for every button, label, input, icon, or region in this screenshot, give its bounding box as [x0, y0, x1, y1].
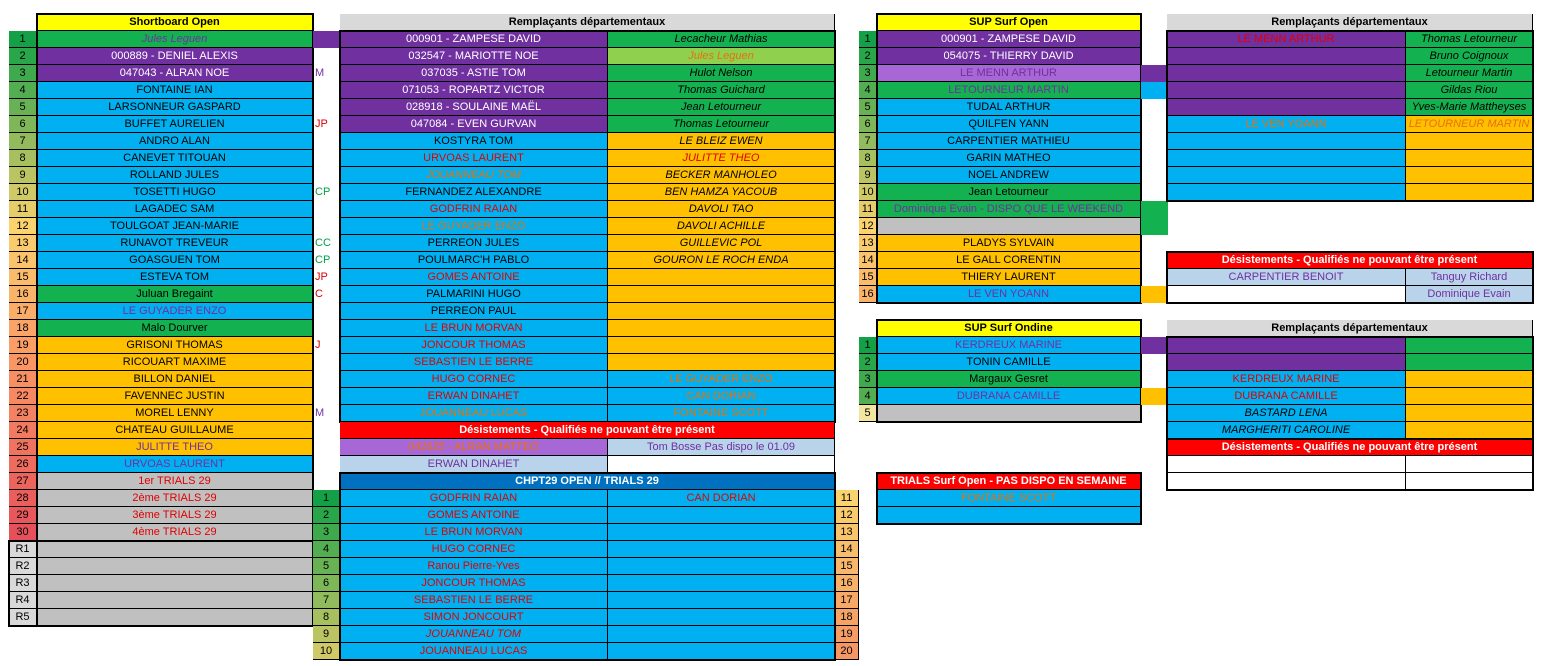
- replacement-cell[interactable]: DUBRANA CAMILLE: [1167, 388, 1406, 405]
- replacement-cell-2[interactable]: Thomas Guichard: [608, 82, 835, 99]
- table-header[interactable]: Désistements - Qualifiés ne pouvant être présent: [1167, 439, 1533, 456]
- shortboard-cell[interactable]: Malo Dourver: [37, 320, 313, 337]
- sup-cell[interactable]: PLADYS SYLVAIN: [877, 235, 1141, 252]
- table-header[interactable]: SUP Surf Ondine: [877, 320, 1141, 337]
- row-number: 26: [9, 456, 37, 473]
- shortboard-cell[interactable]: [37, 592, 313, 609]
- chpt-cell-2[interactable]: [608, 592, 835, 609]
- withdrawal-cell[interactable]: CARPENTIER BENOIT: [1167, 269, 1406, 286]
- row-number: 5: [859, 99, 877, 116]
- row-number: 23: [9, 405, 37, 422]
- row-number: 4: [859, 388, 877, 405]
- row-number: 4: [9, 82, 37, 99]
- replacement-cell[interactable]: KERDREUX MARINE: [1167, 371, 1406, 388]
- chpt-row-number: 2: [313, 507, 340, 524]
- connector-strip: [1141, 201, 1168, 218]
- replacement-cell[interactable]: MARGHERITI CAROLINE: [1167, 422, 1406, 439]
- marker-label: CP: [315, 254, 331, 266]
- table-header[interactable]: Désistements - Qualifiés ne pouvant être présent: [340, 422, 835, 439]
- replacement-cell-2[interactable]: DAVOLI TAO: [608, 201, 835, 218]
- replacement-cell-2[interactable]: GOURON LE ROCH ENDA: [608, 252, 835, 269]
- chpt-cell-2[interactable]: [608, 558, 835, 575]
- shortboard-cell[interactable]: TOULGOAT JEAN-MARIE: [37, 218, 313, 235]
- shortboard-cell[interactable]: LARSONNEUR GASPARD: [37, 99, 313, 116]
- sup-cell[interactable]: 000901 - ZAMPESE DAVID: [877, 31, 1141, 48]
- shortboard-cell[interactable]: FONTAINE IAN: [37, 82, 313, 99]
- withdrawal-cell-2[interactable]: Tanguy Richard: [1406, 269, 1533, 286]
- shortboard-cell[interactable]: 2ème TRIALS 29: [37, 490, 313, 507]
- replacement-cell-2[interactable]: [608, 286, 835, 303]
- connector-strip: [1141, 286, 1168, 303]
- withdrawal-cell[interactable]: ERWAN DINAHET: [340, 456, 608, 473]
- replacement-cell[interactable]: SEBASTIEN LE BERRE: [340, 354, 608, 371]
- row-number: R1: [9, 541, 37, 558]
- chpt-cell[interactable]: JOUANNEAU TOM: [340, 626, 608, 643]
- replacement-cell-2[interactable]: Bruno Coignoux: [1406, 48, 1533, 65]
- marker-label: CP: [315, 186, 331, 198]
- replacement-cell-2[interactable]: [1406, 388, 1533, 405]
- sup-cell[interactable]: 054075 - THIERRY DAVID: [877, 48, 1141, 65]
- ondine-cell[interactable]: [877, 405, 1141, 422]
- shortboard-cell[interactable]: ESTEVA TOM: [37, 269, 313, 286]
- row-number: 9: [9, 167, 37, 184]
- row-number: 10: [9, 184, 37, 201]
- chpt-row-number-right: 19: [835, 626, 859, 643]
- replacement-cell[interactable]: URVOAS LAURENT: [340, 150, 608, 167]
- chpt-cell[interactable]: LE BRUN MORVAN: [340, 524, 608, 541]
- replacement-cell[interactable]: [1167, 82, 1406, 99]
- chpt-row-number: 10: [313, 643, 340, 660]
- marker-label: JP: [315, 118, 328, 130]
- replacement-cell-2[interactable]: [1406, 337, 1533, 354]
- row-number: 28: [9, 490, 37, 507]
- chpt-row-number-right: 15: [835, 558, 859, 575]
- row-number: 21: [9, 371, 37, 388]
- table-header[interactable]: Remplaçants départementaux: [340, 14, 835, 31]
- shortboard-cell[interactable]: [37, 575, 313, 592]
- chpt-cell[interactable]: SIMON JONCOURT: [340, 609, 608, 626]
- shortboard-cell[interactable]: LAGADEC SAM: [37, 201, 313, 218]
- replacement-cell[interactable]: LE GUYADER ENZO: [340, 218, 608, 235]
- chpt-cell-2[interactable]: [608, 541, 835, 558]
- row-number: 3: [9, 65, 37, 82]
- withdrawal-cell-2[interactable]: [608, 456, 835, 473]
- shortboard-cell[interactable]: CANEVET TITOUAN: [37, 150, 313, 167]
- chpt-cell[interactable]: GOMES ANTOINE: [340, 507, 608, 524]
- replacement-cell[interactable]: LE BRUN MORVAN: [340, 320, 608, 337]
- replacement-cell[interactable]: HUGO CORNEC: [340, 371, 608, 388]
- row-number: 6: [859, 116, 877, 133]
- row-number: 30: [9, 524, 37, 541]
- replacement-cell-2[interactable]: [1406, 184, 1533, 201]
- chpt-row-number-right: 11: [835, 490, 859, 507]
- row-number: 15: [859, 269, 877, 286]
- withdrawal-cell-2[interactable]: [1406, 473, 1533, 490]
- replacement-cell[interactable]: GOMES ANTOINE: [340, 269, 608, 286]
- table-header[interactable]: Désistements - Qualifiés ne pouvant être présent: [1167, 252, 1533, 269]
- replacement-cell[interactable]: 032547 - MARIOTTE NOE: [340, 48, 608, 65]
- replacement-cell-2[interactable]: [608, 269, 835, 286]
- chpt-row-number: 1: [313, 490, 340, 507]
- shortboard-cell[interactable]: TOSETTI HUGO: [37, 184, 313, 201]
- sup-cell[interactable]: LE MENN ARTHUR: [877, 65, 1141, 82]
- sup-cell[interactable]: Dominique Evain - DISPO QUE LE WEEKEND: [877, 201, 1141, 218]
- shortboard-cell[interactable]: RUNAVOT TREVEUR: [37, 235, 313, 252]
- shortboard-cell[interactable]: 3ème TRIALS 29: [37, 507, 313, 524]
- shortboard-cell[interactable]: BUFFET AURELIEN: [37, 116, 313, 133]
- row-number: 14: [9, 252, 37, 269]
- row-number: 29: [9, 507, 37, 524]
- shortboard-cell[interactable]: [37, 609, 313, 626]
- replacement-cell-2[interactable]: BECKER MANHOLEO: [608, 167, 835, 184]
- chpt-cell[interactable]: JONCOUR THOMAS: [340, 575, 608, 592]
- row-number: 24: [9, 422, 37, 439]
- row-number: R2: [9, 558, 37, 575]
- row-number: 19: [9, 337, 37, 354]
- chpt-row-number: 6: [313, 575, 340, 592]
- replacement-cell[interactable]: 000901 - ZAMPESE DAVID: [340, 31, 608, 48]
- sup-cell[interactable]: THIERY LAURENT: [877, 269, 1141, 286]
- withdrawal-cell[interactable]: [1167, 456, 1406, 473]
- sup-cell[interactable]: TUDAL ARTHUR: [877, 99, 1141, 116]
- trials-cell[interactable]: FONTAINE SCOTT: [877, 490, 1141, 507]
- row-number: 25: [9, 439, 37, 456]
- row-number: 14: [859, 252, 877, 269]
- replacement-cell-2[interactable]: [1406, 150, 1533, 167]
- table-header[interactable]: CHPT29 OPEN // TRIALS 29: [340, 473, 835, 490]
- sup-cell[interactable]: LE GALL CORENTIN: [877, 252, 1141, 269]
- replacement-cell[interactable]: 037035 - ASTIE TOM: [340, 65, 608, 82]
- row-number: 3: [859, 65, 877, 82]
- shortboard-cell[interactable]: CHATEAU GUILLAUME: [37, 422, 313, 439]
- row-number: 6: [9, 116, 37, 133]
- ondine-cell[interactable]: DUBRANA CAMILLE: [877, 388, 1141, 405]
- row-number: 10: [859, 184, 877, 201]
- row-number: 11: [9, 201, 37, 218]
- replacement-cell-2[interactable]: Lecacheur Mathias: [608, 31, 835, 48]
- table-header[interactable]: TRIALS Surf Open - PAS DISPO EN SEMAINE: [877, 473, 1141, 490]
- replacement-cell-2[interactable]: [608, 320, 835, 337]
- replacement-cell-2[interactable]: CAN DORIAN: [608, 388, 835, 405]
- row-number: 8: [859, 150, 877, 167]
- row-number: 11: [859, 201, 877, 218]
- shortboard-cell[interactable]: ANDRO ALAN: [37, 133, 313, 150]
- withdrawal-cell[interactable]: 042625 - ALRAN MATTEO: [340, 439, 608, 456]
- shortboard-cell[interactable]: 000889 - DENIEL ALEXIS: [37, 48, 313, 65]
- replacement-cell[interactable]: POULMARC'H PABLO: [340, 252, 608, 269]
- chpt-cell-2[interactable]: [608, 643, 835, 660]
- row-number: 12: [859, 218, 877, 235]
- replacement-cell-2[interactable]: [608, 303, 835, 320]
- replacement-cell-2[interactable]: [608, 337, 835, 354]
- row-number: 13: [859, 235, 877, 252]
- shortboard-cell[interactable]: ROLLAND JULES: [37, 167, 313, 184]
- replacement-cell[interactable]: [1167, 337, 1406, 354]
- chpt-cell-2[interactable]: CAN DORIAN: [608, 490, 835, 507]
- marker-label: J: [315, 339, 321, 351]
- table-header[interactable]: Remplaçants départementaux: [1167, 320, 1533, 337]
- sup-cell[interactable]: Jean Letourneur: [877, 184, 1141, 201]
- replacement-cell[interactable]: FERNANDEZ ALEXANDRE: [340, 184, 608, 201]
- ondine-cell[interactable]: TONIN CAMILLE: [877, 354, 1141, 371]
- shortboard-cell[interactable]: 4ème TRIALS 29: [37, 524, 313, 541]
- replacement-cell-2[interactable]: LE GUYADER ENZO: [608, 371, 835, 388]
- row-number: 3: [859, 371, 877, 388]
- row-number: 22: [9, 388, 37, 405]
- row-number: 9: [859, 167, 877, 184]
- row-number: 12: [9, 218, 37, 235]
- chpt-cell-2[interactable]: [608, 507, 835, 524]
- row-number: 16: [9, 286, 37, 303]
- row-number: 18: [9, 320, 37, 337]
- replacement-cell[interactable]: PERREON JULES: [340, 235, 608, 252]
- shortboard-cell[interactable]: Juluan Bregaint: [37, 286, 313, 303]
- shortboard-cell[interactable]: JULITTE THEO: [37, 439, 313, 456]
- connector-strip: [1141, 218, 1168, 235]
- marker-label: CC: [315, 237, 331, 249]
- row-number: 7: [9, 133, 37, 150]
- chpt-row-number: 5: [313, 558, 340, 575]
- chpt-row-number-right: 16: [835, 575, 859, 592]
- connector-strip: [1141, 337, 1168, 354]
- shortboard-cell[interactable]: BILLON DANIEL: [37, 371, 313, 388]
- chpt-row-number-right: 13: [835, 524, 859, 541]
- replacement-cell-2[interactable]: Jules Leguen: [608, 48, 835, 65]
- row-number: 4: [859, 82, 877, 99]
- replacement-cell[interactable]: GODFRIN RAIAN: [340, 201, 608, 218]
- replacement-cell[interactable]: [1167, 150, 1406, 167]
- connector-strip: [1141, 388, 1168, 405]
- replacement-cell[interactable]: KOSTYRA TOM: [340, 133, 608, 150]
- shortboard-cell[interactable]: MOREL LENNY: [37, 405, 313, 422]
- replacement-cell-2[interactable]: FONTAINE SCOTT: [608, 405, 835, 422]
- sup-cell[interactable]: [877, 218, 1141, 235]
- chpt-row-number: 9: [313, 626, 340, 643]
- replacement-cell-2[interactable]: GUILLEVIC POL: [608, 235, 835, 252]
- table-header[interactable]: SUP Surf Open: [877, 14, 1141, 31]
- chpt-row-number: 4: [313, 541, 340, 558]
- row-number: 16: [859, 286, 877, 303]
- chpt-cell-2[interactable]: [608, 626, 835, 643]
- chpt-row-number-right: 17: [835, 592, 859, 609]
- chpt-cell-2[interactable]: [608, 575, 835, 592]
- replacement-cell[interactable]: JONCOUR THOMAS: [340, 337, 608, 354]
- replacement-cell-2[interactable]: Thomas Letourneur: [1406, 31, 1533, 48]
- chpt-cell-2[interactable]: [608, 609, 835, 626]
- row-number: 1: [859, 31, 877, 48]
- withdrawal-cell[interactable]: [1167, 286, 1406, 303]
- sup-cell[interactable]: QUILFEN YANN: [877, 116, 1141, 133]
- connector-strip: [313, 31, 340, 48]
- shortboard-cell[interactable]: Jules Leguen: [37, 31, 313, 48]
- row-number: 2: [859, 354, 877, 371]
- replacement-cell[interactable]: BASTARD LENA: [1167, 405, 1406, 422]
- replacement-cell-2[interactable]: Thomas Letourneur: [608, 116, 835, 133]
- replacement-cell[interactable]: JOUANNEAU LUCAS: [340, 405, 608, 422]
- chpt-row-number: 7: [313, 592, 340, 609]
- trials-cell[interactable]: [877, 507, 1141, 524]
- chpt-row-number-right: 14: [835, 541, 859, 558]
- row-number: 2: [859, 48, 877, 65]
- chpt-row-number: 3: [313, 524, 340, 541]
- replacement-cell[interactable]: 071053 - ROPARTZ VICTOR: [340, 82, 608, 99]
- row-number: R3: [9, 575, 37, 592]
- replacement-cell-2[interactable]: [1406, 133, 1533, 150]
- row-number: 1: [859, 337, 877, 354]
- row-number: 2: [9, 48, 37, 65]
- replacement-cell-2[interactable]: [1406, 371, 1533, 388]
- withdrawal-cell-2[interactable]: Dominique Evain: [1406, 286, 1533, 303]
- shortboard-cell[interactable]: 1er TRIALS 29: [37, 473, 313, 490]
- replacement-cell-2[interactable]: Hulot Nelson: [608, 65, 835, 82]
- connector-strip: [1141, 82, 1168, 99]
- replacement-cell-2[interactable]: BEN HAMZA YACOUB: [608, 184, 835, 201]
- marker-label: C: [315, 288, 323, 300]
- chpt-row-number-right: 18: [835, 609, 859, 626]
- row-number: 17: [9, 303, 37, 320]
- row-number: R4: [9, 592, 37, 609]
- shortboard-cell[interactable]: GRISONI THOMAS: [37, 337, 313, 354]
- chpt-cell[interactable]: SEBASTIEN LE BERRE: [340, 592, 608, 609]
- replacement-cell-2[interactable]: LE BLEIZ EWEN: [608, 133, 835, 150]
- marker-label: JP: [315, 271, 328, 283]
- chpt-cell[interactable]: JOUANNEAU LUCAS: [340, 643, 608, 660]
- chpt-cell[interactable]: HUGO CORNEC: [340, 541, 608, 558]
- sup-cell[interactable]: LE VEN YOANN: [877, 286, 1141, 303]
- ondine-cell[interactable]: Margaux Gesret: [877, 371, 1141, 388]
- marker-label: M: [315, 67, 325, 79]
- marker-label: M: [315, 407, 325, 419]
- replacement-cell-2[interactable]: [1406, 422, 1533, 439]
- row-number: 1: [9, 31, 37, 48]
- replacement-cell-2[interactable]: Jean Letourneur: [608, 99, 835, 116]
- shortboard-cell[interactable]: FAVENNEC JUSTIN: [37, 388, 313, 405]
- ondine-cell[interactable]: KERDREUX MARINE: [877, 337, 1141, 354]
- row-number: R5: [9, 609, 37, 626]
- chpt-row-number-right: 20: [835, 643, 859, 660]
- replacement-cell-2[interactable]: [1406, 405, 1533, 422]
- replacement-cell[interactable]: [1167, 167, 1406, 184]
- shortboard-cell[interactable]: [37, 541, 313, 558]
- withdrawal-cell[interactable]: [1167, 473, 1406, 490]
- replacement-cell[interactable]: [1167, 133, 1406, 150]
- sup-cell[interactable]: LETOURNEUR MARTIN: [877, 82, 1141, 99]
- replacement-cell[interactable]: [1167, 99, 1406, 116]
- replacement-cell[interactable]: ERWAN DINAHET: [340, 388, 608, 405]
- replacement-cell-2[interactable]: LETOURNEUR MARTIN: [1406, 116, 1533, 133]
- replacement-cell[interactable]: 047084 - EVEN GURVAN: [340, 116, 608, 133]
- replacement-cell-2[interactable]: [1406, 354, 1533, 371]
- withdrawal-cell-2[interactable]: [1406, 456, 1533, 473]
- sup-cell[interactable]: CARPENTIER MATHIEU: [877, 133, 1141, 150]
- sup-cell[interactable]: GARIN MATHEO: [877, 150, 1141, 167]
- chpt-row-number: 8: [313, 609, 340, 626]
- shortboard-cell[interactable]: RICOUART MAXIME: [37, 354, 313, 371]
- chpt-row-number-right: 12: [835, 507, 859, 524]
- chpt-cell[interactable]: GODFRIN RAIAN: [340, 490, 608, 507]
- row-number: 15: [9, 269, 37, 286]
- chpt-cell[interactable]: Ranou Pierre-Yves: [340, 558, 608, 575]
- shortboard-cell[interactable]: URVOAS LAURENT: [37, 456, 313, 473]
- row-number: 5: [859, 405, 877, 422]
- table-header[interactable]: Shortboard Open: [37, 14, 313, 31]
- row-number: 20: [9, 354, 37, 371]
- replacement-cell[interactable]: LE MENN ARTHUR: [1167, 31, 1406, 48]
- row-number: 7: [859, 133, 877, 150]
- replacement-cell[interactable]: [1167, 184, 1406, 201]
- replacement-cell[interactable]: [1167, 65, 1406, 82]
- replacement-cell-2[interactable]: [1406, 167, 1533, 184]
- shortboard-cell[interactable]: GOASGUEN TOM: [37, 252, 313, 269]
- replacement-cell[interactable]: 028918 - SOULAINE MAËL: [340, 99, 608, 116]
- row-number: 27: [9, 473, 37, 490]
- replacement-cell-2[interactable]: Letourneur Martin: [1406, 65, 1533, 82]
- shortboard-cell[interactable]: [37, 558, 313, 575]
- replacement-cell[interactable]: LE VEN YOANN: [1167, 116, 1406, 133]
- replacement-cell-2[interactable]: JULITTE THEO: [608, 150, 835, 167]
- chpt-cell-2[interactable]: [608, 524, 835, 541]
- shortboard-cell[interactable]: LE GUYADER ENZO: [37, 303, 313, 320]
- replacement-cell-2[interactable]: DAVOLI ACHILLE: [608, 218, 835, 235]
- table-header[interactable]: Remplaçants départementaux: [1167, 14, 1533, 31]
- sup-cell[interactable]: NOEL ANDREW: [877, 167, 1141, 184]
- withdrawal-cell-2[interactable]: Tom Bosse Pas dispo le 01.09: [608, 439, 835, 456]
- replacement-cell[interactable]: PERREON PAUL: [340, 303, 608, 320]
- replacement-cell[interactable]: JOUANNEAU TOM: [340, 167, 608, 184]
- replacement-cell[interactable]: PALMARINI HUGO: [340, 286, 608, 303]
- row-number: 13: [9, 235, 37, 252]
- row-number: 5: [9, 99, 37, 116]
- row-number: 8: [9, 150, 37, 167]
- shortboard-cell[interactable]: 047043 - ALRAN NOE: [37, 65, 313, 82]
- connector-strip: [1141, 65, 1168, 82]
- replacement-cell-2[interactable]: Gildas Riou: [1406, 82, 1533, 99]
- replacement-cell[interactable]: [1167, 354, 1406, 371]
- replacement-cell[interactable]: [1167, 48, 1406, 65]
- replacement-cell-2[interactable]: Yves-Marie Mattheyses: [1406, 99, 1533, 116]
- replacement-cell-2[interactable]: [608, 354, 835, 371]
